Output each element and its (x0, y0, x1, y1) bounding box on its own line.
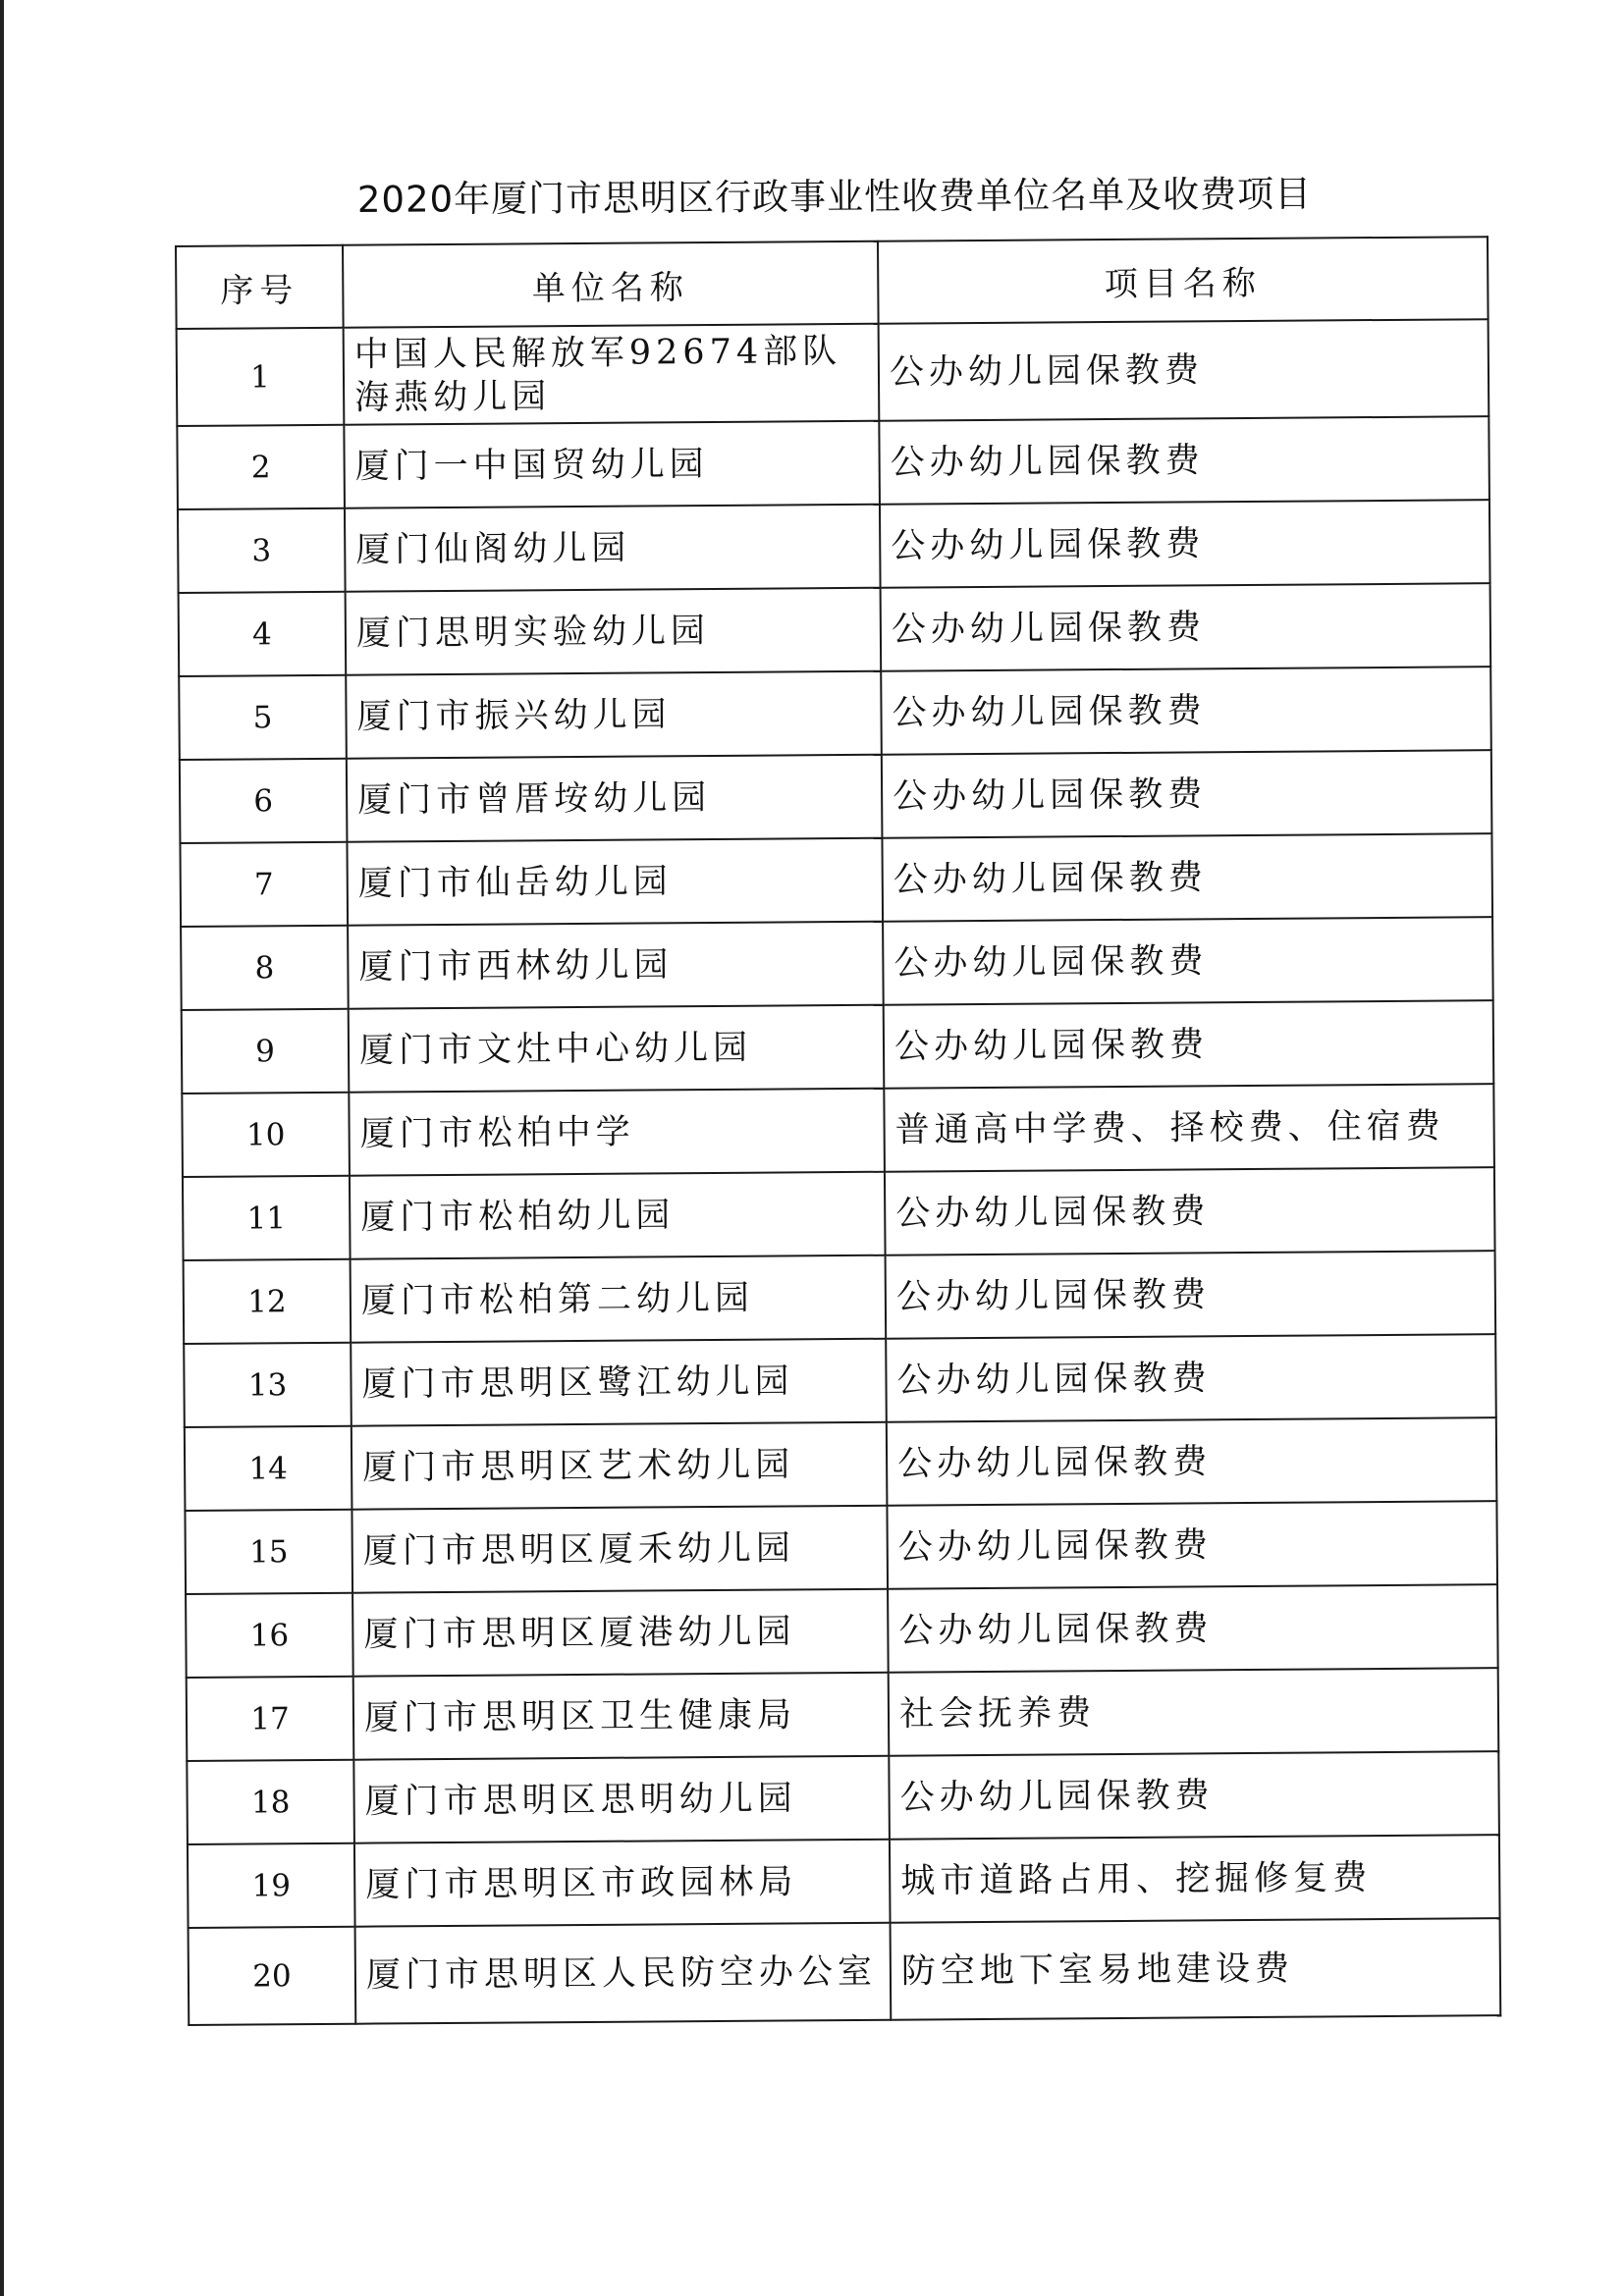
row-seq: 8 (181, 926, 349, 1010)
row-unit-name: 中国人民解放军92674部队海燕幼儿园 (344, 324, 880, 425)
row-item-name: 公办幼儿园保教费 (887, 1417, 1497, 1506)
row-unit-name: 厦门市思明区艺术幼儿园 (352, 1422, 888, 1510)
table-header-row (176, 237, 1489, 329)
row-seq: 14 (185, 1426, 352, 1511)
header-seq: 序号 (176, 245, 344, 329)
table-row (187, 1751, 1499, 1844)
table-row (177, 319, 1489, 426)
row-seq: 2 (177, 425, 345, 509)
page-title: 2020年厦门市思明区行政事业性收费单位名单及收费项目 (356, 173, 1313, 221)
table-row (181, 917, 1493, 1010)
table-row (183, 1167, 1495, 1260)
row-seq: 16 (186, 1593, 353, 1678)
fee-table (175, 236, 1501, 2026)
row-item-name: 公办幼儿园保教费 (888, 1584, 1498, 1673)
row-unit-name: 厦门市文灶中心幼儿园 (349, 1005, 885, 1093)
row-unit-name: 厦门市西林幼儿园 (348, 922, 884, 1009)
row-seq: 13 (184, 1343, 352, 1427)
row-item-name: 公办幼儿园保教费 (881, 583, 1491, 671)
row-unit-name: 厦门市松柏幼儿园 (350, 1172, 886, 1259)
row-unit-name: 厦门市曾厝垵幼儿园 (347, 755, 883, 842)
row-item-name: 城市道路占用、挖掘修复费 (890, 1835, 1500, 1923)
row-seq: 19 (188, 1843, 355, 1928)
row-item-name: 公办幼儿园保教费 (886, 1334, 1496, 1422)
table-row (180, 833, 1492, 927)
table-row (187, 1668, 1499, 1761)
row-item-name: 防空地下室易地建设费 (891, 1918, 1501, 2020)
row-unit-name: 厦门市思明区厦禾幼儿园 (352, 1506, 888, 1593)
row-seq: 6 (180, 759, 348, 843)
row-seq: 7 (180, 842, 348, 927)
row-item-name: 公办幼儿园保教费 (879, 319, 1489, 421)
row-seq: 11 (183, 1176, 351, 1260)
header-item-name: 项目名称 (878, 237, 1489, 324)
scan-page-edge (0, 0, 4, 2296)
row-unit-name: 厦门市思明区人民防空办公室 (355, 1923, 892, 2024)
row-item-name: 公办幼儿园保教费 (881, 667, 1491, 755)
row-seq: 4 (179, 592, 347, 676)
table-row (185, 1501, 1497, 1594)
row-unit-name: 厦门市思明区卫生健康局 (353, 1673, 890, 1760)
table-row (179, 667, 1491, 760)
table-row (188, 1835, 1500, 1928)
row-unit-name: 厦门市思明区厦港幼儿园 (352, 1589, 889, 1677)
table-row (185, 1417, 1497, 1511)
row-unit-name: 厦门仙阁幼儿园 (345, 505, 881, 592)
table-row (184, 1334, 1496, 1427)
row-unit-name: 厦门市松柏第二幼儿园 (351, 1255, 887, 1343)
table-row (177, 416, 1489, 509)
table-row (184, 1251, 1496, 1344)
row-item-name: 公办幼儿园保教费 (882, 833, 1492, 922)
row-unit-name: 厦门市思明区市政园林局 (354, 1840, 891, 1927)
table-row (189, 1918, 1501, 2025)
row-seq: 1 (177, 328, 345, 426)
row-item-name: 公办幼儿园保教费 (880, 500, 1490, 588)
row-seq: 3 (178, 508, 346, 593)
table-row (182, 1084, 1494, 1177)
row-unit-name: 厦门一中国贸幼儿园 (344, 421, 880, 508)
row-seq: 18 (187, 1760, 354, 1844)
table-row (182, 1000, 1494, 1094)
row-seq: 15 (185, 1510, 352, 1594)
row-unit-name: 厦门市松柏中学 (349, 1089, 885, 1176)
row-item-name: 普通高中学费、择校费、住宿费 (884, 1084, 1494, 1172)
row-item-name: 社会抚养费 (889, 1668, 1499, 1756)
header-unit-name: 单位名称 (343, 241, 879, 328)
row-seq: 12 (184, 1259, 352, 1344)
row-seq: 17 (187, 1677, 354, 1761)
row-item-name: 公办幼儿园保教费 (886, 1251, 1496, 1339)
table-row (178, 500, 1490, 593)
row-seq: 5 (179, 675, 347, 760)
table-row (180, 750, 1492, 843)
fee-table-container (175, 236, 1499, 2026)
table-row (186, 1584, 1498, 1678)
row-item-name: 公办幼儿园保教费 (879, 416, 1489, 505)
row-unit-name: 厦门市振兴幼儿园 (346, 671, 882, 759)
row-unit-name: 厦门市仙岳幼儿园 (347, 838, 883, 926)
row-item-name: 公办幼儿园保教费 (884, 1000, 1494, 1089)
row-seq: 20 (189, 1927, 356, 2025)
row-item-name: 公办幼儿园保教费 (885, 1167, 1495, 1255)
row-seq: 9 (182, 1009, 350, 1094)
row-unit-name: 厦门思明实验幼儿园 (346, 588, 882, 675)
table-row (179, 583, 1491, 676)
row-unit-name: 厦门市思明区鹭江幼儿园 (351, 1339, 887, 1426)
row-unit-name: 厦门市思明区思明幼儿园 (353, 1756, 890, 1843)
row-seq: 10 (182, 1093, 350, 1177)
row-item-name: 公办幼儿园保教费 (883, 917, 1493, 1005)
row-item-name: 公办幼儿园保教费 (882, 750, 1492, 838)
row-item-name: 公办幼儿园保教费 (889, 1751, 1499, 1840)
row-item-name: 公办幼儿园保教费 (887, 1501, 1497, 1589)
